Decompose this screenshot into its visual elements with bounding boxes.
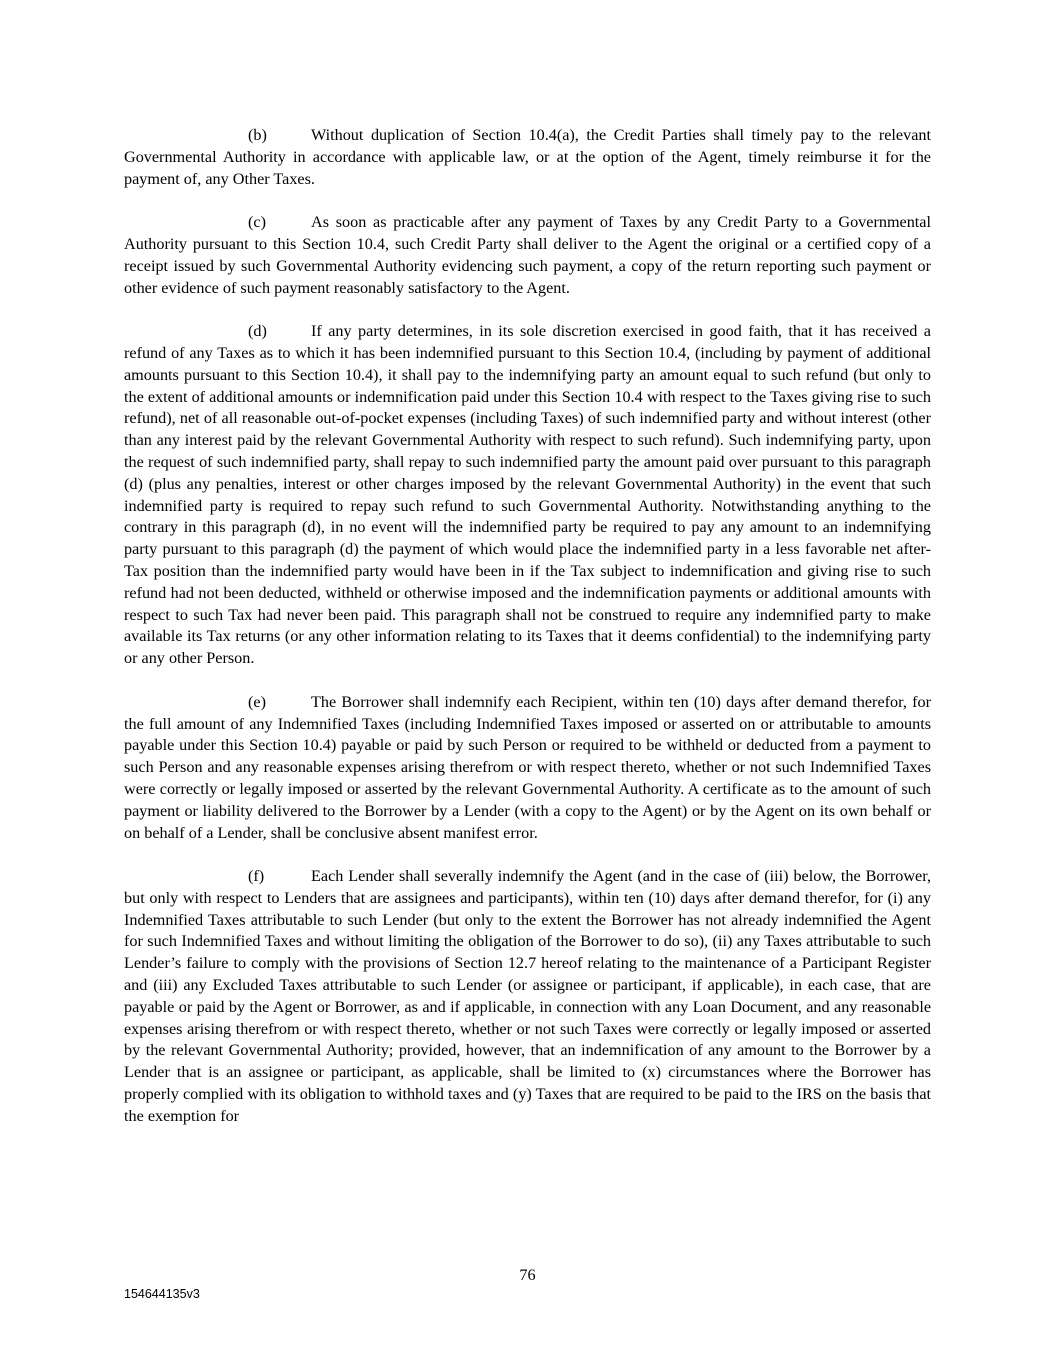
paragraph-label: (b): [248, 126, 267, 144]
paragraph-text: As soon as practicable after any payment of Taxes by any Credit Party to a Governmental Authority pursuant to this Section 10.4, such Credit Party shall deliver to the Agent the original or a certified copy of a receipt issued by such Governmental Authority evidencing such payment, a copy of the return reporting such payment or other evidence of such payment reasonably satisfactory to the Agent.: [124, 213, 931, 297]
paragraph-label: (c): [248, 213, 266, 232]
document-body: [124, 125, 931, 1149]
paragraph-label: (f): [248, 867, 265, 886]
paragraph-d: [124, 321, 931, 670]
paragraph-text: The Borrower shall indemnify each Recipient, within ten (10) days after demand therefor, for the full amount of any Indemnified Taxes (including Indemnified Taxes imposed or asserted on or attributable to amounts payable under this Section 10.4) payable or paid by such Person or required to be withheld or deducted from a payment to such Person and any reasonable expenses arising therefrom or with respect thereto, whether or not such Indemnified Taxes were correctly or legally imposed or asserted by the relevant Governmental Authority. A certificate as to the amount of such payment or liability delivered to the Borrower by a Lender (with a copy to the Agent) or by the Agent on its own behalf or on behalf of a Lender, shall be conclusive absent manifest error.: [124, 692, 931, 842]
paragraph-label: (d): [248, 322, 267, 341]
document-id: 154644135v3: [124, 1287, 200, 1301]
paragraph-b: [124, 125, 931, 190]
paragraph-e: [124, 692, 931, 845]
paragraph-text: Without duplication of Section 10.4(a), the Credit Parties shall timely pay to the relevant Governmental Authority in accordance with applicable law, or at the option of the Agent, timely reimburse it for the payment of, any Other Taxes.: [124, 126, 931, 188]
paragraph-label: (e): [248, 692, 266, 711]
paragraph-f: [124, 866, 931, 1128]
paragraph-text: Each Lender shall severally indemnify the Agent (and in the case of (iii) below, the Borrower, but only with respect to Lenders that are assignees and participants), within ten (10) days after demand therefor, for (i) any Indemnified Taxes attributable to such Lender (but only to the extent the Borrower has not already indemnified the Agent for such Indemnified Taxes and without limiting the obligation of the Borrower to do so), (ii) any Taxes attributable to such Lender’s failure to comply with the provisions of Section 12.7 hereof relating to the maintenance of a Participant Register and (iii) any Excluded Taxes attributable to such Lender (or assignee or participant, if applicable), in each case, that are payable or paid by the Agent or Borrower, as and if applicable, in connection with any Loan Document, and any reasonable expenses arising therefrom or with respect thereto, whether or not such Taxes were correctly or legally imposed or asserted by the relevant Governmental Authority; provided, however, that an indemnification of any amount to the Borrower by a Lender that is an assignee or participant, as applicable, shall be limited to (x) circumstances where the Borrower has properly complied with its obligation to withhold taxes and (y) Taxes that are required to be paid to the IRS on the basis that the exemption for: [124, 867, 931, 1125]
paragraph-c: [124, 212, 931, 299]
paragraph-text: If any party determines, in its sole discretion exercised in good faith, that it has received a refund of any Taxes as to which it has been indemnified pursuant to this Section 10.4, (including by payment of additional amounts pursuant to this Section 10.4), it shall pay to the indemnifying party an amount equal to such refund (but only to the extent of additional amounts or indemnification paid under this Section 10.4 with respect to the Taxes giving rise to such refund), net of all reasonable out-of-pocket expenses (including Taxes) of such indemnified party and without interest (other than any interest paid by the relevant Governmental Authority with respect to such refund). Such indemnifying party, upon the request of such indemnified party, shall repay to such indemnified party the amount paid over pursuant to this paragraph (d) (plus any penalties, interest or other charges imposed by the relevant Governmental Authority) in the event that such indemnified party is required to repay such refund to such Governmental Authority. Notwithstanding anything to the contrary in this paragraph (d), in no event will the indemnified party be required to pay any amount to an indemnifying party pursuant to this paragraph (d) the payment of which would place the indemnified party in a less favorable net after-Tax position than the indemnified party would have been in if the Tax subject to indemnification and giving rise to such refund had not been deducted, withheld or otherwise imposed and the indemnification payments or additional amounts with respect to such Tax had never been paid. This paragraph shall not be construed to require any indemnified party to make available its Tax returns (or any other information relating to its Taxes that it deems confidential) to the indemnifying party or any other Person.: [124, 322, 931, 668]
page-number: 76: [519, 1266, 536, 1284]
